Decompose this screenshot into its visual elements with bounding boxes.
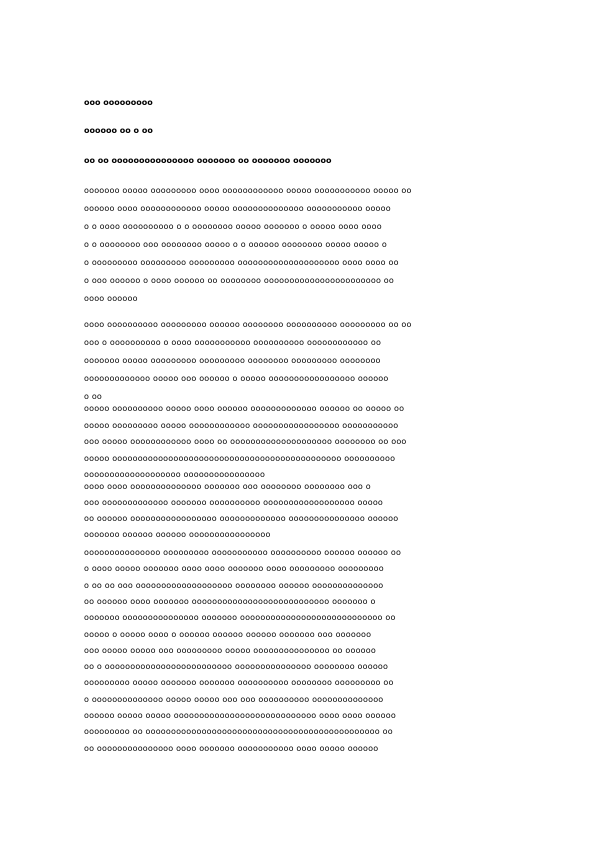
paragraph-2-line-2: ооо о оооооооооо о оооо ооооооооооо оооооооооо оооооооооооо оо (84, 338, 382, 347)
paragraph-5-line-12: ооооооооо оо оооооооооооооооооооооооооооооооооооооооооооооо оо (84, 727, 393, 737)
doc-header-line-2: оооооо оо о оо (84, 126, 153, 135)
paragraph-1-line-5: о ооооооооо ооооооооо ооооооооо оооооооооооооооооооо оооо оооо оо (84, 258, 399, 267)
paragraph-5-line-11: оооооо ооооо ооооо оооооооооооооооооооооооооооо оооо оооо оооооо (84, 711, 396, 720)
paragraph-2-line-3: ооооооо ооооо ооооооооо ооооооооо оооооооо ооооооооо оооооооо (84, 356, 381, 365)
paragraph-3-line-3: ооо ооооо оооооооооооо оооо оо оооооооооооооооооооо оооооооо оо ооо (84, 437, 407, 446)
paragraph-3-line-5: ооооооооооооооооооо оооооооооооооооо (84, 470, 266, 479)
paragraph-5-line-9: ооооооооо ооооо ооооооо ооооооо оооооооооо оооооооо ооооооооо оо (84, 678, 394, 688)
doc-header-line-1: ооо ооооооооо (84, 98, 153, 107)
paragraph-5-line-4: оо оооооо оооо ооооооо ооооооооооооооооооооооооооо ооооооо о (84, 596, 376, 606)
paragraph-3-line-1: ооооо оооооооооо ооооо оооо оооооо ооооооооооооо оооооо оо ооооо оо (84, 404, 405, 413)
paragraph-3-line-4: ооооо ооооооооооооооооооооооооооооооооооооооооооооо оооооооооо (84, 453, 396, 463)
paragraph-1-line-7: оооо оооооо (84, 294, 138, 303)
paragraph-5-line-8: оо о ооооооооооооооооооооооооо ооооооооооооооо оооооооо оооооо (84, 662, 389, 672)
paragraph-5-line-7: ооо ооооо ооооо ооо ооооооооо ооооо ооооооооооооооо оо оооооо (84, 645, 376, 655)
paragraph-2-line-1: оооо оооооооооо ооооооооо оооооо оооооооо оооооооооо ооооооооо оо оо (84, 320, 412, 329)
paragraph-1-line-1: ооооооо ооооо ооооооооо оооо оооооооооооо ооооо ооооооооооо ооооо оо (84, 186, 412, 195)
paragraph-4-line-4: ооооооо оооооо оооооо оооооооооооооооо (84, 530, 271, 539)
paragraph-5-line-3: о оо оо ооо ооооооооооооооооооо оооооооо оооооо оооооооооооооо (84, 580, 384, 590)
paragraph-5-line-1: ооооооооооооооо ооооооооо ооооооооооо оооооооооо оооооо оооооо оо (84, 548, 402, 557)
paragraph-5-line-6: ооооо о ооооо оооо о оооооо оооооо оооооо ооооооо ооо ооооооо (84, 629, 372, 639)
paragraph-5-line-10: о оооооооооооооо ооооо ооооо ооо ооо оооооооооо оооооооооооооо (84, 694, 384, 704)
paragraph-5-line-5: ооооооо ооооооооооооооо ооооооо оооооооооооооооооооооооооооо оо (84, 613, 396, 623)
paragraph-1-line-4: о о оооооооо ооо оооооооо ооооо о о оооооо оооооооо ооооо ооооо о (84, 240, 387, 249)
paragraph-1-line-6: о ооо оооооо о оооо оооооо оо оооооооо ооооооооооооооооооооооо оо (84, 276, 394, 285)
paragraph-4-line-3: оо оооооо ооооооооооооооооо ооооооооооооо ооооооооооооооо оооооо (84, 514, 399, 523)
paragraph-1-line-2: оооооо оооо оооооооооооо ооооо оооооооооооооо ооооооооооо ооооо (84, 204, 391, 213)
paragraph-5-line-2: о оооо ооооо ооооооо оооо оооо ооооооо оооо ооооооооо ооооооооо (84, 564, 384, 574)
paragraph-2-line-4: ооооооооооооо ооооо ооо оооооо о ооооо ооооооооооооооооо оооооо (84, 374, 389, 383)
paragraph-2-line-5: о оо (84, 392, 103, 401)
doc-header-line-3: оо оо ооооооооооооооо ооооооо оо ооооооо ооооооо (84, 156, 332, 165)
paragraph-4-line-2: ооо ооооооооооооо ооооооо оооооооооо оооооооооооооооооо ооооо (84, 498, 384, 507)
paragraph-4-line-1: оооо оооо оооооооооооооо ооооооо ооо оооооооо оооооооо ооо о (84, 482, 371, 491)
paragraph-1-line-3: о о оооо оооооооооо о о оооооооо ооооо ооооооо о ооооо оооо оооо (84, 222, 382, 231)
paragraph-5-line-13: оо ооооооооооооооо оооо ооооооо ооооооооооо оооо ооооо оооооо (84, 743, 379, 753)
paragraph-3-line-2: ооооо ооооооооо ооооо оооооооооооо ооооооооооооооооо ооооооооооо (84, 420, 399, 430)
